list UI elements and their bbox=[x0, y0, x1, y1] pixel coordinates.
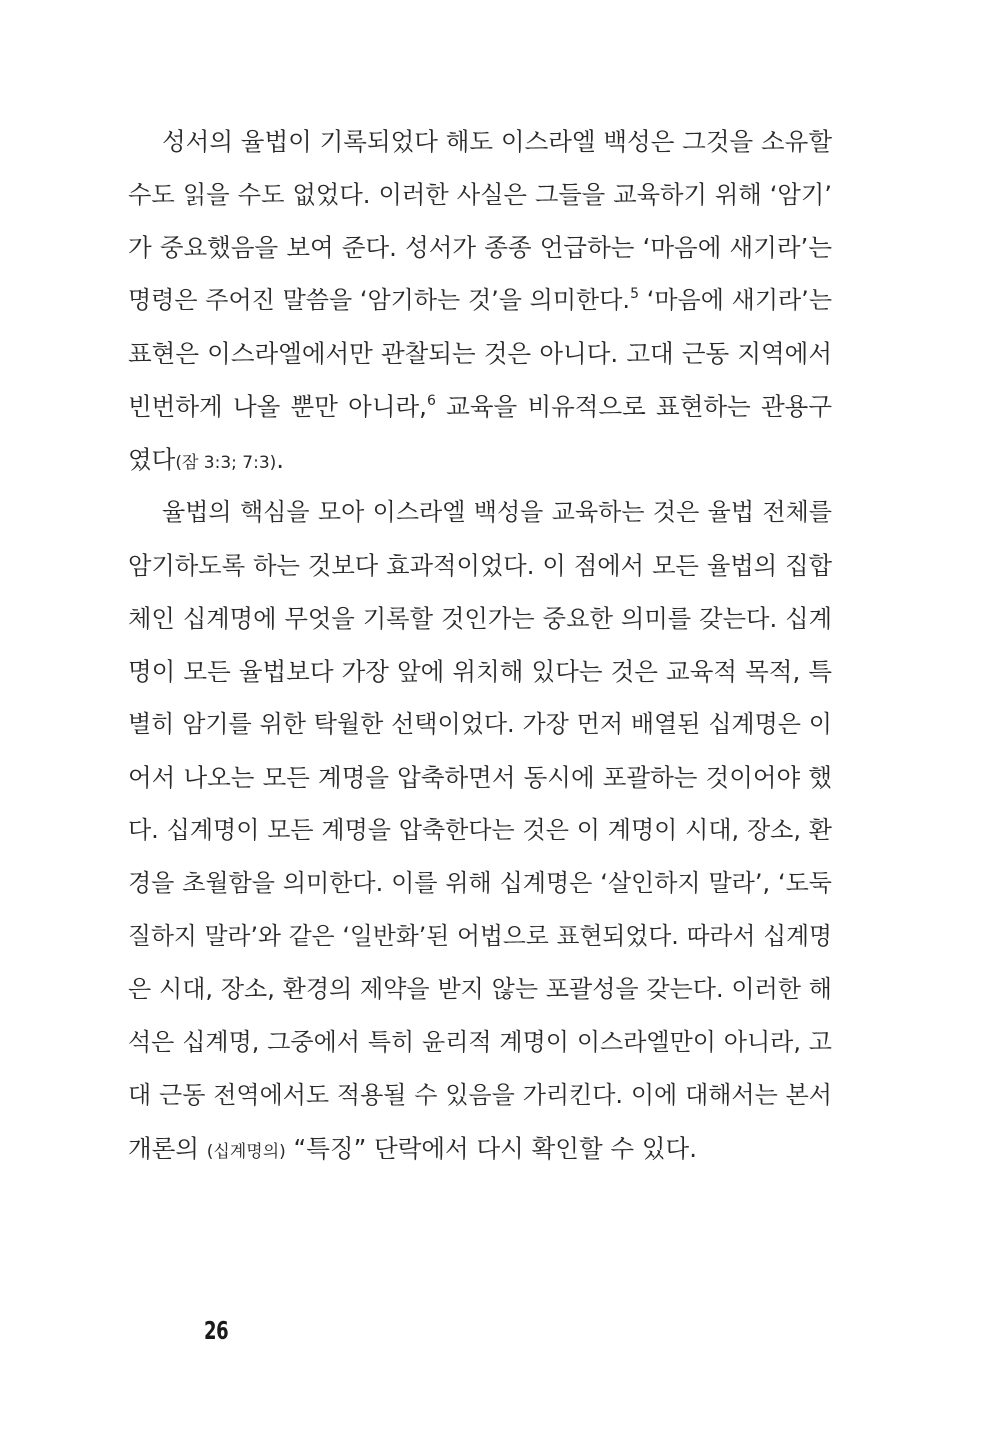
text-line: 별히 암기를 위한 탁월한 선택이었다. 가장 먼저 배열된 십계명은 이 bbox=[128, 710, 832, 738]
text-line bbox=[128, 274, 832, 327]
text-line: 체인 십계명에 무엇을 기록할 것인가는 중요한 의미를 갖는다. 십계 bbox=[128, 604, 832, 633]
text-line: 석은 십계명, 그중에서 특히 윤리적 계명이 이스라엘만이 아니라, 고 bbox=[128, 1028, 832, 1056]
text-line: 대 근동 전역에서도 적용될 수 있음을 가리킨다. 이에 대해서는 본서 bbox=[128, 1081, 832, 1109]
footnote-marker: 5 bbox=[630, 286, 639, 302]
footnote-marker: 6 bbox=[426, 393, 436, 409]
text-segment: 교육을 비유적으로 표현하는 관용구 bbox=[435, 392, 833, 421]
scripture-reference: (잠 3:3; 7:3) bbox=[175, 453, 277, 473]
text-line: 암기하도록 하는 것보다 효과적이었다. 이 점에서 모든 율법의 집합 bbox=[128, 551, 832, 580]
page-number: 26 bbox=[204, 1316, 229, 1345]
text-line bbox=[128, 380, 832, 433]
text-line: 다. 십계명이 모든 계명을 압축한다는 것은 이 계명이 시대, 장소, 환 bbox=[128, 816, 832, 844]
text-line bbox=[128, 433, 832, 486]
paragraph-2 bbox=[128, 486, 832, 1175]
text-segment: ‘마음에 새기라’는 bbox=[638, 286, 832, 314]
text-line: 은 시대, 장소, 환경의 제약을 받지 않는 포괄성을 갖는다. 이러한 해 bbox=[128, 975, 832, 1003]
text-line: 명이 모든 율법보다 가장 앞에 위치해 있다는 것은 교육적 목적, 특 bbox=[128, 657, 832, 686]
text-segment: 명령은 주어진 말씀을 ‘암기하는 것’을 의미한다. bbox=[128, 286, 631, 314]
paragraph-1 bbox=[128, 115, 832, 486]
text-line bbox=[128, 1122, 832, 1175]
text-line: 경을 초월함을 의미한다. 이를 위해 십계명은 ‘살인하지 말라’, ‘도둑 bbox=[128, 869, 832, 897]
text-segment: . bbox=[276, 445, 285, 474]
text-segment: 였다 bbox=[128, 445, 176, 474]
text-line: 질하지 말라’와 같은 ‘일반화’된 어법으로 표현되었다. 따라서 십계명 bbox=[128, 922, 832, 950]
text-line: 율법의 핵심을 모아 이스라엘 백성을 교육하는 것은 율법 전체를 bbox=[162, 498, 832, 526]
text-line: 가 중요했음을 보여 준다. 성서가 종종 언급하는 ‘마음에 새기라’는 bbox=[128, 233, 832, 262]
text-segment: 개론의 bbox=[128, 1134, 207, 1163]
text-segment: 빈번하게 나올 뿐만 아니라, bbox=[128, 392, 427, 421]
text-line: 성서의 율법이 기록되었다 해도 이스라엘 백성은 그것을 소유할 bbox=[162, 127, 832, 156]
text-line: 표현은 이스라엘에서만 관찰되는 것은 아니다. 고대 근동 지역에서 bbox=[128, 339, 832, 368]
text-line: 어서 나오는 모든 계명을 압축하면서 동시에 포괄하는 것이어야 했 bbox=[128, 763, 832, 792]
text-segment: “특징” 단락에서 다시 확인할 수 있다. bbox=[285, 1134, 697, 1163]
text-line: 수도 읽을 수도 없었다. 이러한 사실은 그들을 교육하기 위해 ‘암기’ bbox=[128, 180, 832, 209]
parenthetical-note: (십계명의) bbox=[206, 1142, 286, 1162]
